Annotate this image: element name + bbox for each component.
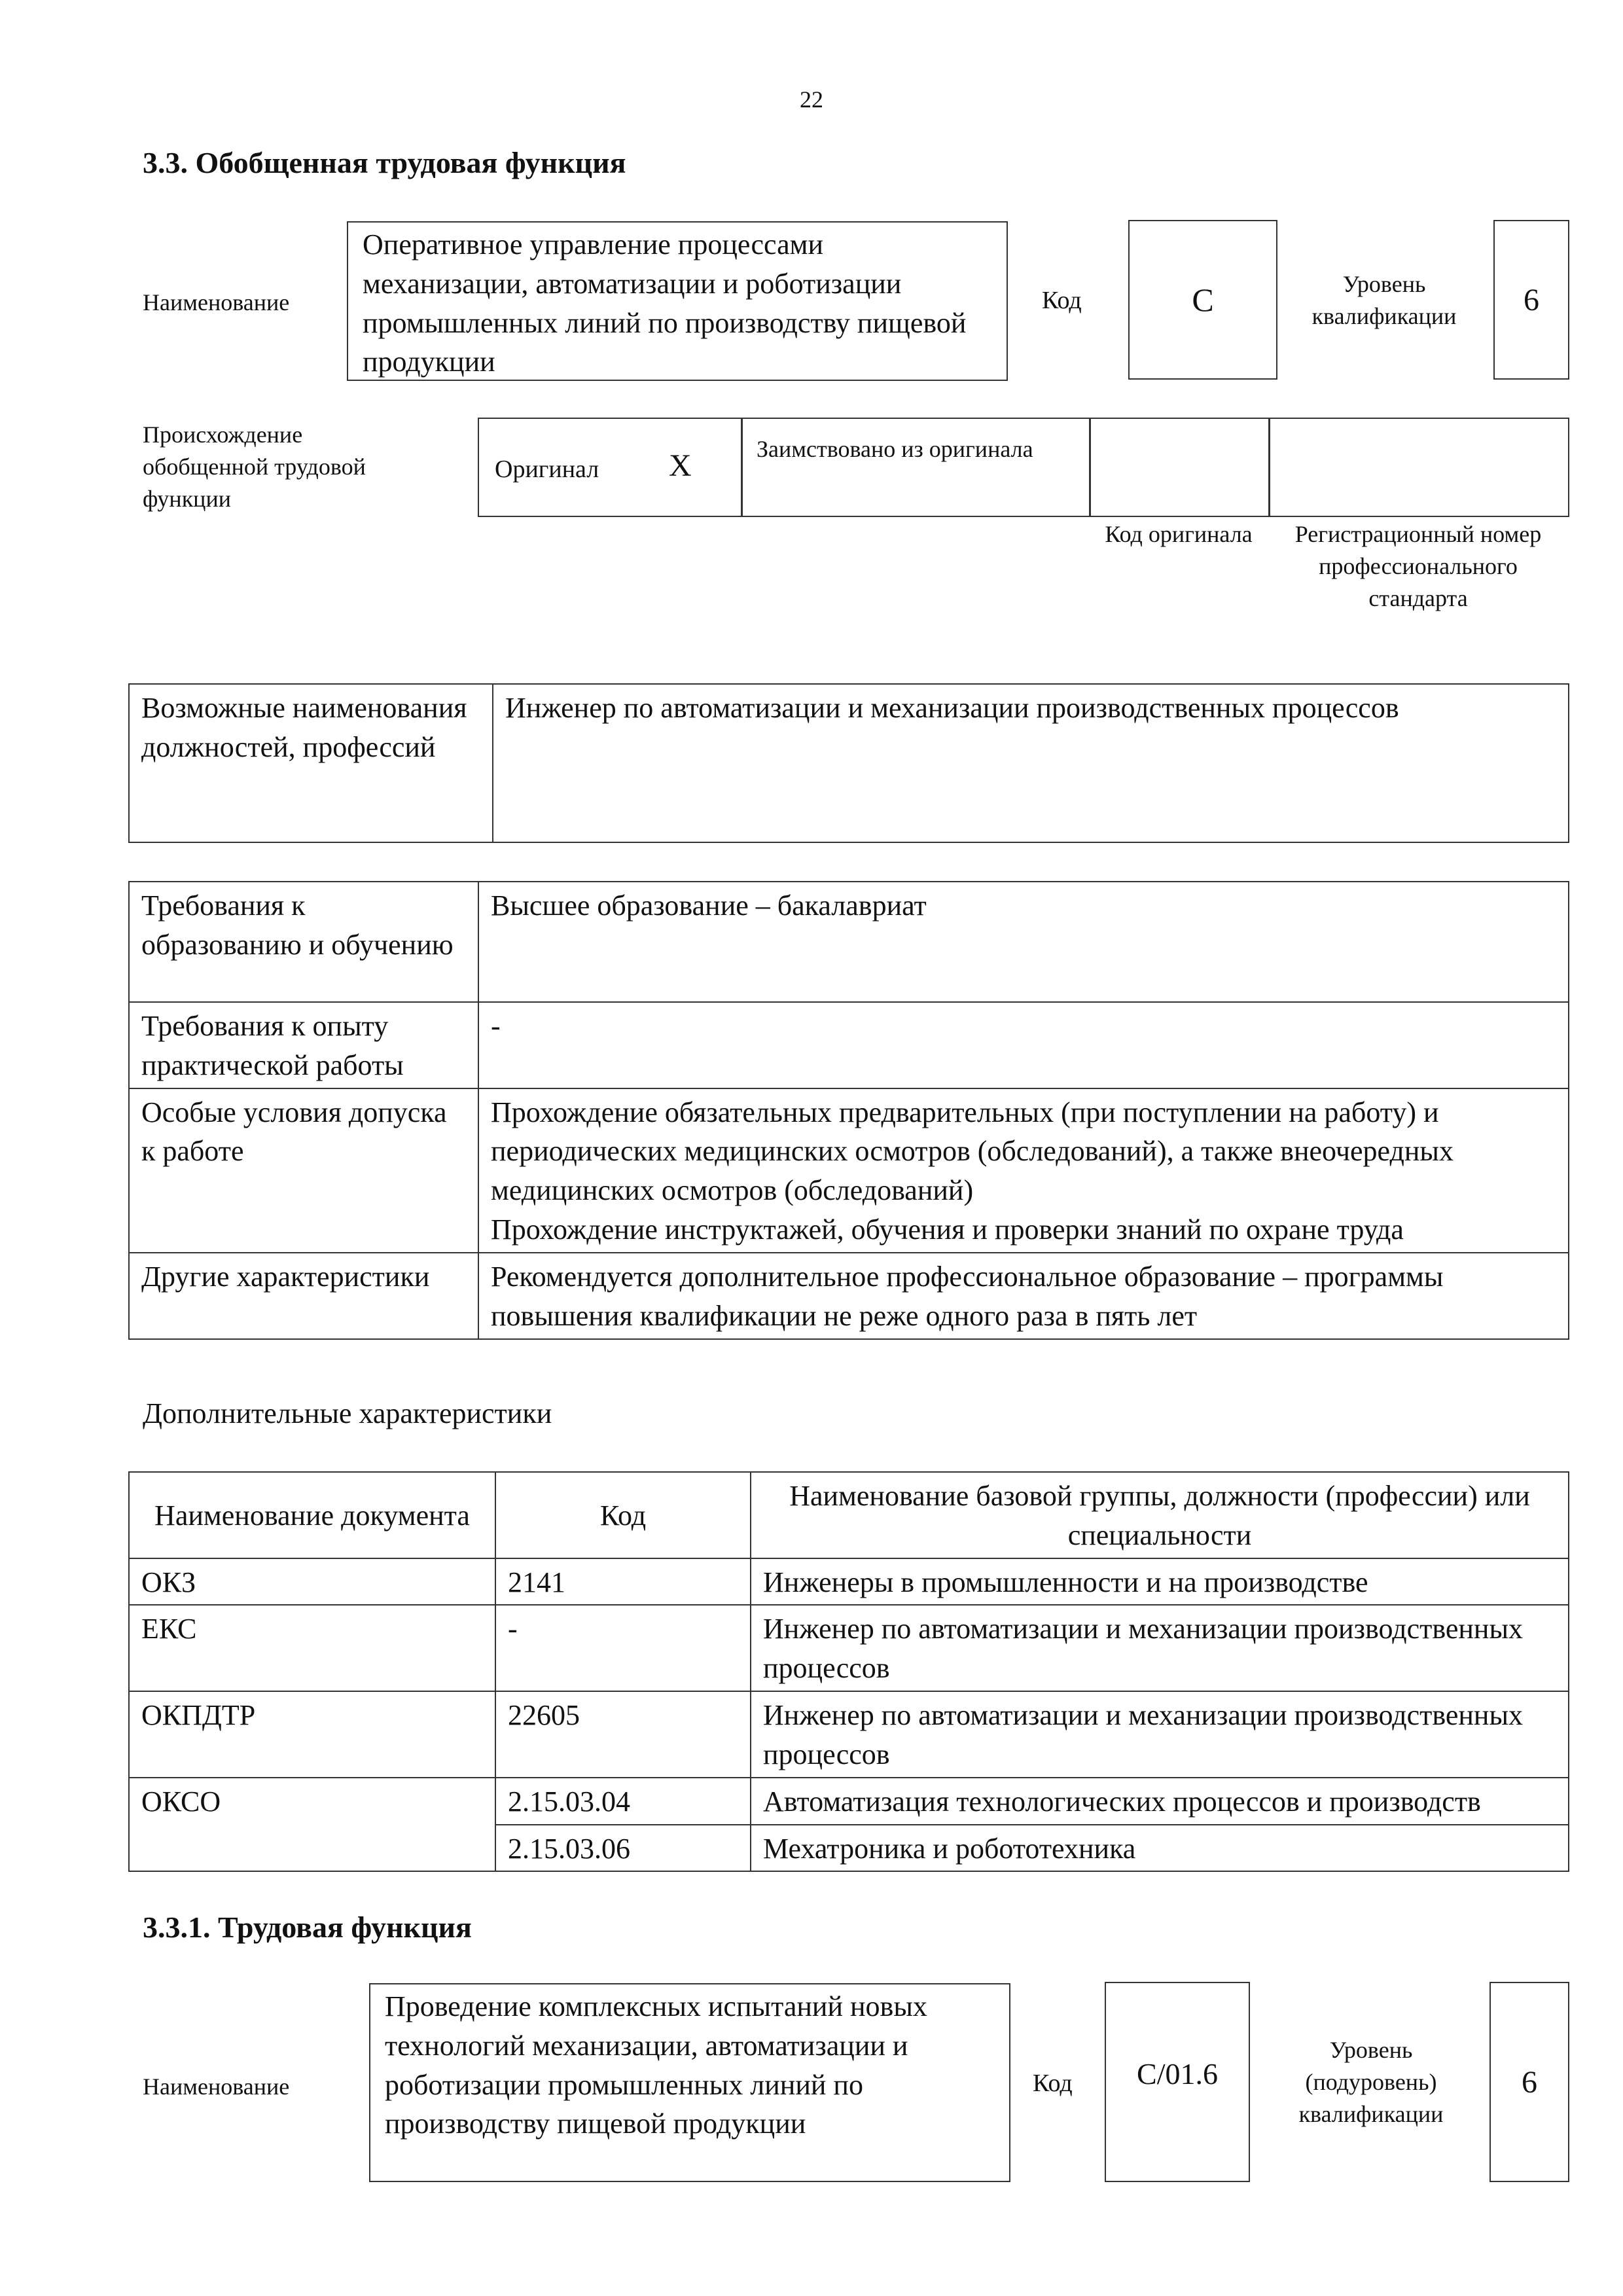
origin-original-mark: X: [669, 448, 692, 483]
additional-doc: ОКЗ: [129, 1558, 495, 1605]
tf-level-label: Уровень (подуровень) квалификации: [1298, 2037, 1444, 2127]
req-label: Особые условия допуска к работе: [129, 1088, 478, 1253]
origin-divider: [1268, 419, 1270, 516]
origin-code-caption: Код оригинала: [1105, 521, 1253, 547]
tf-level-box: 6: [1489, 1982, 1569, 2182]
gtf-name-box: Оперативное управление процессами механизации, автоматизации и роботизации промышленных линий по производству пищевой продукции: [347, 221, 1008, 381]
req-value: -: [478, 1002, 1569, 1088]
req-value-block: [478, 1088, 1569, 1253]
req-label: Требования к образованию и обучению: [129, 882, 478, 1002]
origin-divider: [741, 419, 743, 516]
page-number: 22: [800, 86, 823, 113]
additional-table: [128, 1471, 1569, 1872]
req-value: Прохождение инструктажей, обучения и проверки знаний по охране труда: [491, 1213, 1404, 1246]
req-label: Требования к опыту практической работы: [129, 1002, 478, 1088]
tf-code-label: Код: [1033, 2070, 1073, 2097]
tf-name-label: Наименование: [143, 2073, 290, 2100]
additional-code: -: [495, 1605, 751, 1691]
origin-reg-number-caption: Регистрационный номер профессионального стандарта: [1294, 521, 1542, 611]
table-row: [129, 1691, 1569, 1778]
req-value: Рекомендуется дополнительное профессиональное образование – программы повышения квалификации не реже одного раза в пять лет: [478, 1253, 1569, 1339]
origin-divider: [1089, 419, 1091, 516]
table-row: [129, 1558, 1569, 1605]
additional-name: Автоматизация технологических процессов и производств: [751, 1778, 1569, 1825]
origin-table: [478, 418, 1569, 517]
req-label: Другие характеристики: [129, 1253, 478, 1339]
table-row: [129, 1778, 1569, 1825]
additional-doc: ОКПДТР: [129, 1691, 495, 1778]
additional-header-code: Код: [495, 1472, 751, 1558]
additional-doc: ОКСО: [129, 1778, 495, 1872]
tf-code-box: C/01.6: [1105, 1982, 1250, 2182]
additional-header-name: Наименование базовой группы, должности (профессии) или специальности: [751, 1472, 1569, 1558]
table-row: [129, 1605, 1569, 1691]
additional-code: 2.15.03.06: [495, 1825, 751, 1872]
gtf-level-box: 6: [1493, 220, 1569, 380]
tf-name-box: Проведение комплексных испытаний новых технологий механизации, автоматизации и роботизации промышленных линий по производству пищевой продукции: [369, 1983, 1010, 2182]
req-value: Высшее образование – бакалавриат: [478, 882, 1569, 1002]
req-value: Прохождение обязательных предварительных (при поступлении на работу) и периодических медицинских осмотров (обследований), а также внеочередных медицинских осмотров (обследований): [491, 1096, 1454, 1207]
gtf-code-box: C: [1128, 220, 1277, 380]
gtf-level-label: Уровень квалификации: [1311, 271, 1457, 329]
additional-code: 2141: [495, 1558, 751, 1605]
additional-name: Мехатроника и робототехника: [751, 1825, 1569, 1872]
gtf-code-label: Код: [1042, 287, 1082, 314]
origin-borrowed-label: Заимствовано из оригинала: [757, 436, 1033, 462]
additional-doc: ЕКС: [129, 1605, 495, 1691]
section-heading-tf: 3.3.1. Трудовая функция: [143, 1910, 472, 1944]
additional-code: 22605: [495, 1691, 751, 1778]
additional-code: 2.15.03.04: [495, 1778, 751, 1825]
additional-name: Инженеры в промышленности и на производстве: [751, 1558, 1569, 1605]
origin-original-label: Оригинал: [495, 456, 599, 483]
additional-title: Дополнительные характеристики: [143, 1397, 552, 1429]
additional-header-doc: Наименование документа: [129, 1472, 495, 1558]
positions-label: Возможные наименования должностей, профессий: [129, 684, 493, 842]
section-heading-gtf: 3.3. Обобщенная трудовая функция: [143, 146, 626, 179]
requirements-table: [128, 881, 1569, 1340]
positions-value: Инженер по автоматизации и механизации производственных процессов: [493, 684, 1569, 842]
additional-name: Инженер по автоматизации и механизации производственных процессов: [751, 1691, 1569, 1778]
gtf-name-label: Наименование: [143, 289, 290, 315]
positions-table: [128, 683, 1569, 843]
additional-name: Инженер по автоматизации и механизации производственных процессов: [751, 1605, 1569, 1691]
origin-label: Происхождение обобщенной трудовой функции: [143, 422, 366, 512]
